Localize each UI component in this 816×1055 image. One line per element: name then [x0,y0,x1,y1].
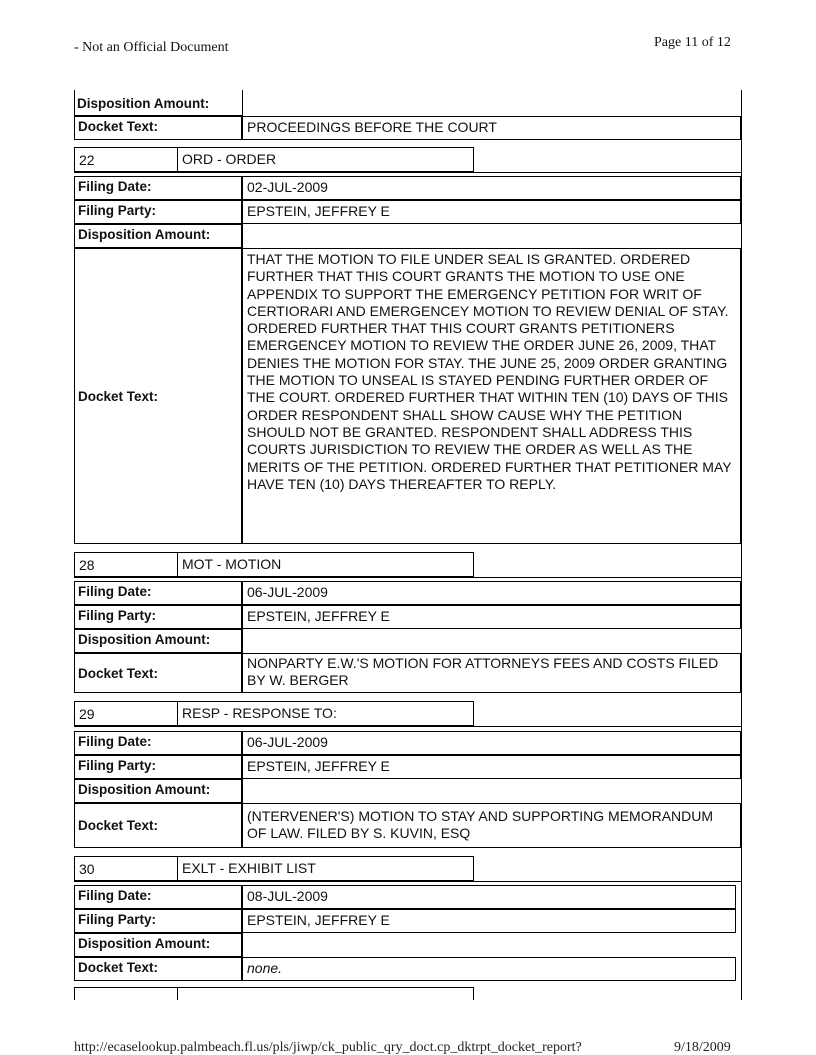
entry-number [74,987,178,1000]
entry-code [178,987,474,1000]
table-right-edge [741,90,742,1000]
docket-entry-header [74,701,474,726]
row-separator [74,726,742,727]
disposition-amount-label: Disposition Amount: [74,779,242,803]
entry-code: MOT - MOTION [178,552,474,577]
filing-date-label: Filing Date: [74,176,242,200]
filing-date-row [74,581,741,605]
docket-text-row [74,248,741,544]
entry-code: RESP - RESPONSE TO: [178,701,474,726]
entry-code: EXLT - EXHIBIT LIST [178,856,474,881]
docket-entry-header [74,147,474,172]
filing-date-row [74,731,741,755]
filing-party-value: EPSTEIN, JEFFREY E [242,909,736,933]
source-url: http://ecaselookup.palmbeach.fl.us/pls/jiwp/ck_public_qry_doct.cp_dktrpt_docket_report? [74,1040,582,1055]
disposition-amount-value [242,933,736,957]
print-date: 9/18/2009 [674,1040,731,1055]
filing-date-label: Filing Date: [74,581,242,605]
docket-text-value: PROCEEDINGS BEFORE THE COURT [242,116,741,140]
row-separator [74,577,742,578]
page-footer [74,1040,744,1055]
filing-date-value: 08-JUL-2009 [242,885,736,909]
filing-party-value: EPSTEIN, JEFFREY E [242,605,741,629]
docket-text-value: THAT THE MOTION TO FILE UNDER SEAL IS GRANTED. ORDERED FURTHER THAT THIS COURT GRANTS THE MOTION TO USE ONE APPENDIX TO SUPPORT THE EMERGENCY PETITION FOR WRIT OF CERTIORARI AND EMERGENCEY MOTION TO REVIEW DENIAL OF STAY. ORDERED FURTHER THAT THIS COURT GRANTS PETITIONERS EMERGENCEY MOTION TO REVIEW THE ORDER JUNE 26, 2009, THAT DENIES THE MOTION FOR STAY. THE JUNE 25, 2009 ORDER GRANTING THE MOTION TO UNSEAL IS STAYED PENDING FURTHER ORDER OF THE COURT. ORDERED FURTHER THAT WITHIN TEN (10) DAYS OF THIS ORDER RESPONDENT SHALL SHOW CAUSE WHY THE PETITION SHOULD NOT BE GRANTED. RESPONDENT SHALL ADDRESS THIS COURTS JURISDICTION TO REVIEW THE ORDER AS WELL AS THE MERITS OF THE PETITION. ORDERED FURTHER THAT PETITIONER MAY HAVE TEN (10) DAYS THEREAFTER TO REPLY. [242,248,741,544]
filing-party-label: Filing Party: [74,909,242,933]
disposition-amount-value [242,779,741,803]
filing-date-label: Filing Date: [74,885,242,909]
entry-number: 29 [74,701,178,726]
entry-number: 22 [74,147,178,172]
docket-text-row [74,653,741,693]
filing-date-row [74,176,741,200]
disposition-amount-value [242,224,741,248]
filing-party-row [74,909,736,933]
filing-date-value: 02-JUL-2009 [242,176,741,200]
docket-text-value: NONPARTY E.W.'S MOTION FOR ATTORNEYS FEES AND COSTS FILED BY W. BERGER [242,653,741,693]
entry-code: ORD - ORDER [178,147,474,172]
filing-date-label: Filing Date: [74,731,242,755]
docket-text-label: Docket Text: [74,803,242,848]
page-number: Page 11 of 12 [654,35,731,50]
filing-party-row [74,200,741,224]
filing-party-value: EPSTEIN, JEFFREY E [242,755,741,779]
docket-text-label: Docket Text: [74,653,242,693]
docket-text-row [74,957,736,981]
entry-number: 30 [74,856,178,881]
entry-number: 28 [74,552,178,577]
disposition-amount-row [74,96,242,116]
filing-party-value: EPSTEIN, JEFFREY E [242,200,741,224]
docket-text-label: Docket Text: [74,116,242,140]
disposition-amount-row [74,779,741,803]
docket-entry-header [74,552,474,577]
docket-entry-header [74,987,474,1000]
disposition-amount-row [74,629,741,653]
disposition-amount-label: Disposition Amount: [74,224,242,248]
document-disclaimer: - Not an Official Document [74,40,229,55]
disposition-amount-value [242,629,741,653]
docket-report [74,90,744,1000]
filing-party-label: Filing Party: [74,755,242,779]
filing-party-row [74,755,741,779]
row-separator [74,172,742,173]
filing-date-row [74,885,736,909]
table-divider [242,90,243,116]
docket-text-row [74,116,741,140]
filing-date-value: 06-JUL-2009 [242,731,741,755]
disposition-amount-row [74,224,741,248]
disposition-amount-label: Disposition Amount: [74,629,242,653]
docket-text-row [74,803,741,848]
docket-text-value: (NTERVENER'S) MOTION TO STAY AND SUPPORTING MEMORANDUM OF LAW. FILED BY S. KUVIN, ESQ [242,803,741,848]
docket-text-label: Docket Text: [74,248,242,544]
filing-party-label: Filing Party: [74,605,242,629]
docket-text-value: none. [242,957,736,981]
disposition-amount-label: Disposition Amount: [74,933,242,957]
disposition-amount-label: Disposition Amount: [74,96,242,116]
filing-date-value: 06-JUL-2009 [242,581,741,605]
filing-party-row [74,605,741,629]
docket-entry-header [74,856,474,881]
filing-party-label: Filing Party: [74,200,242,224]
row-separator [74,881,742,882]
disposition-amount-row [74,933,736,957]
docket-text-label: Docket Text: [74,957,242,981]
